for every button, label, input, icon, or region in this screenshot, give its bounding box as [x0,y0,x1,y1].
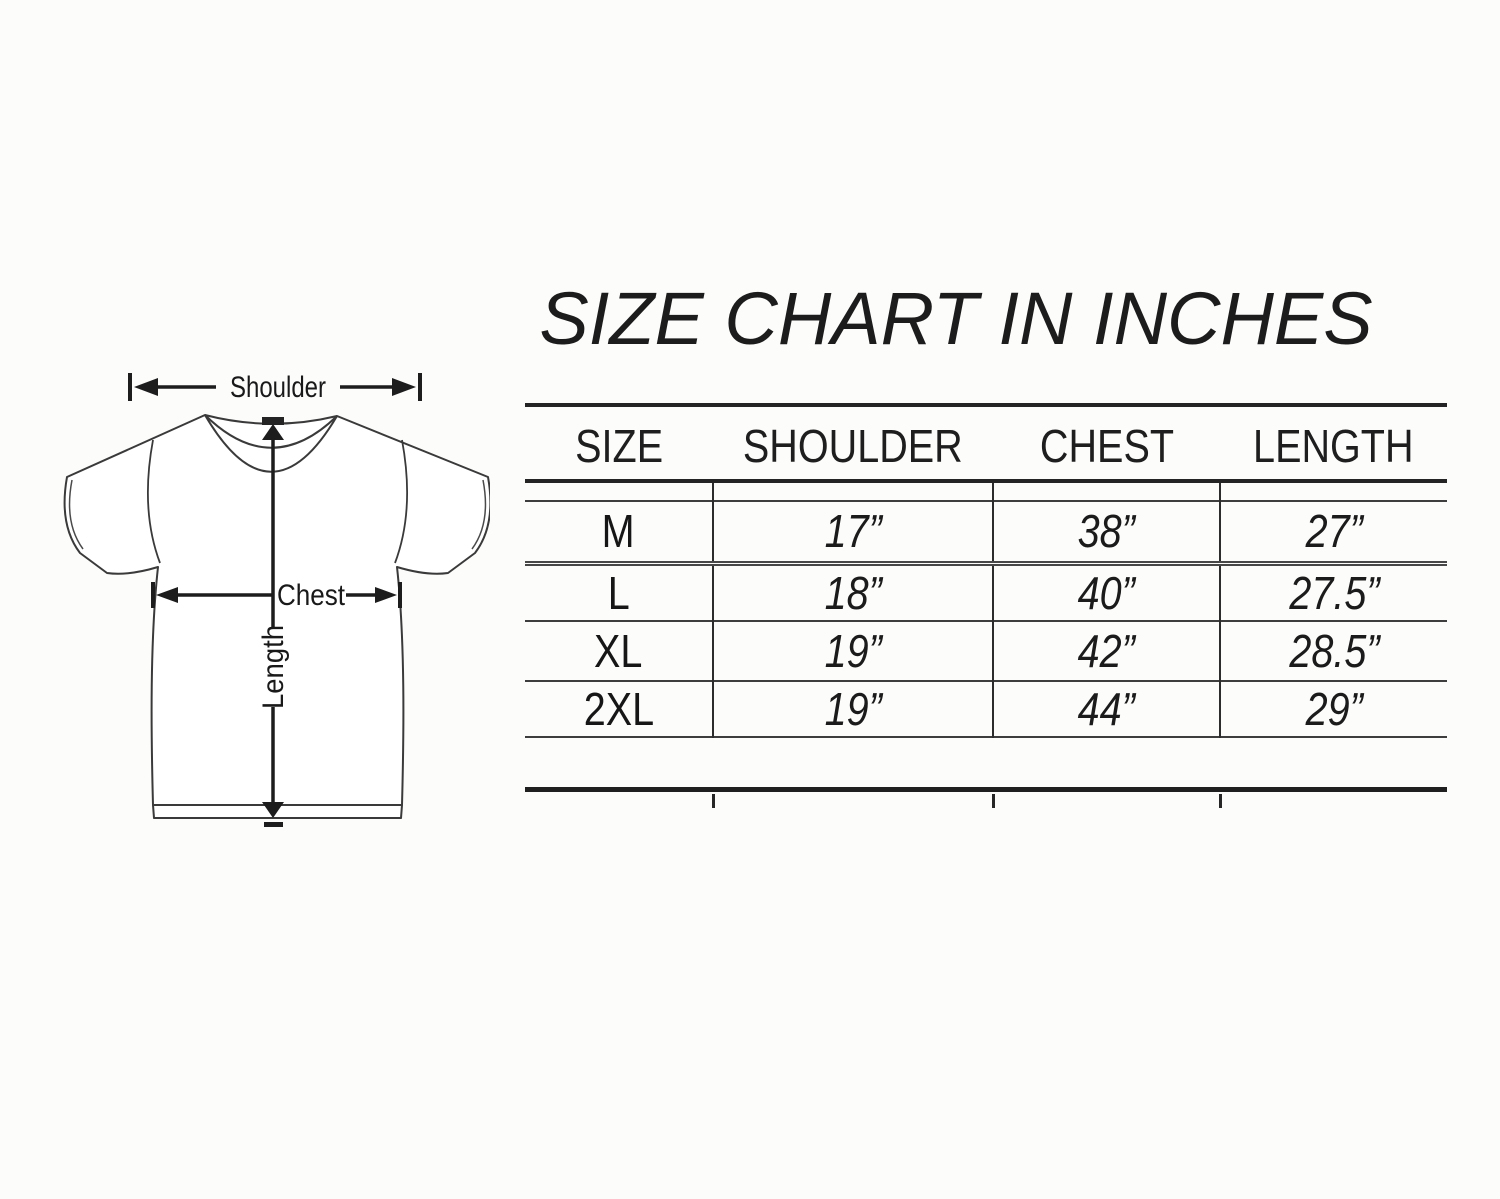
header-chest: CHEST [1039,420,1174,472]
size-table-container [525,403,1447,792]
header-shoulder: SHOULDER [743,420,963,472]
tshirt-measurement-diagram [50,360,490,860]
size-m: M [602,505,635,558]
table-row [525,681,1447,737]
chest-label: Chest [277,579,346,612]
shoulder-m: 17” [713,501,993,563]
chest-m: 38” [993,501,1220,563]
collar-tag-icon [262,417,284,425]
length-m: 27” [1220,501,1447,563]
spacer-row [525,481,1447,501]
column-line-tick [712,794,715,808]
table-row [525,501,1447,563]
table-row [525,563,1447,621]
shoulder-xl: 19” [713,621,993,681]
page-title: SIZE CHART IN INCHES [539,277,1373,360]
column-line-tick [1219,794,1222,808]
size-l: L [607,566,630,619]
shoulder-label: Shoulder [230,371,327,404]
table-row [525,621,1447,681]
table-header-row [525,405,1447,481]
chest-xl: 42” [993,621,1220,681]
length-2xl: 29” [1220,681,1447,737]
tshirt-outline [65,415,490,818]
size-table [525,403,1447,792]
size-xl: XL [594,624,643,677]
header-size: SIZE [575,420,663,472]
chest-l: 40” [993,563,1220,621]
length-xl: 28.5” [1220,621,1447,681]
length-l: 27.5” [1220,563,1447,621]
spacer-row [525,737,1447,790]
size-2xl: 2XL [583,682,654,735]
shoulder-2xl: 19” [713,681,993,737]
chest-2xl: 44” [993,681,1220,737]
shoulder-l: 18” [713,563,993,621]
column-line-tick [992,794,995,808]
length-label: Length [257,617,290,709]
header-length: LENGTH [1253,420,1414,472]
